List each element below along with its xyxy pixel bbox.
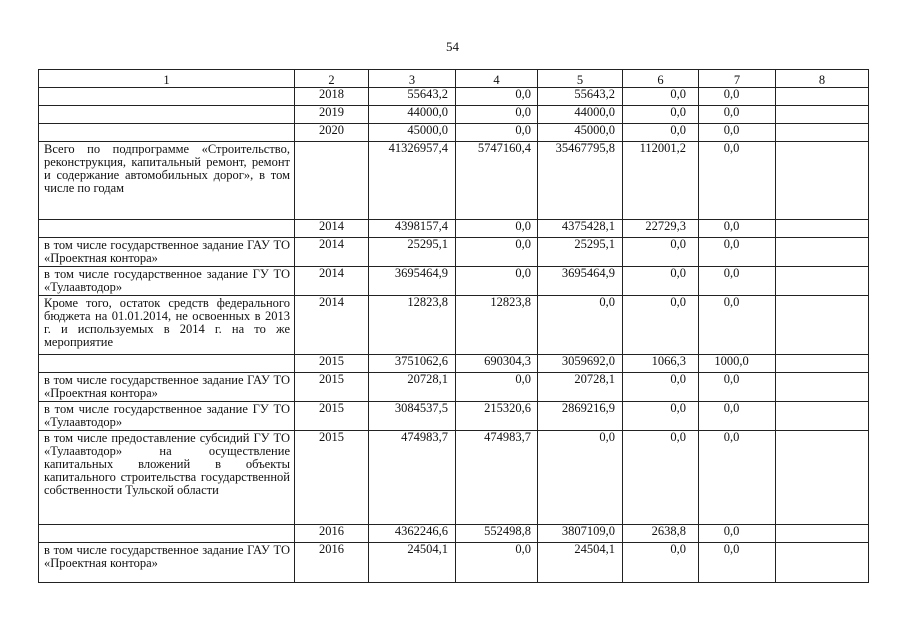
- table-cell: 2014: [295, 238, 369, 267]
- table-cell: 112001,2: [623, 142, 699, 220]
- table-cell: 45000,0: [369, 124, 456, 142]
- table-cell: 55643,2: [538, 88, 623, 106]
- row-description: [39, 525, 295, 543]
- table-cell: [776, 106, 869, 124]
- table-cell: 2015: [295, 402, 369, 431]
- row-description: в том числе государственное задание ГАУ ТО «Проектная контора»: [39, 543, 295, 583]
- table-cell: [776, 431, 869, 525]
- table-cell: 24504,1: [369, 543, 456, 583]
- table-cell: 0,0: [699, 142, 776, 220]
- table-cell: [776, 238, 869, 267]
- table-cell: 12823,8: [369, 296, 456, 355]
- table-cell: 2869216,9: [538, 402, 623, 431]
- table-cell: [776, 525, 869, 543]
- table-cell: 0,0: [699, 124, 776, 142]
- table-cell: 4398157,4: [369, 220, 456, 238]
- table-cell: [776, 543, 869, 583]
- table-cell: 2014: [295, 296, 369, 355]
- row-description: в том числе государственное задание ГАУ ТО «Проектная контора»: [39, 373, 295, 402]
- table-cell: 0,0: [623, 267, 699, 296]
- table-cell: 552498,8: [456, 525, 538, 543]
- table-row: [39, 106, 869, 124]
- row-description: [39, 355, 295, 373]
- table-cell: 0,0: [623, 296, 699, 355]
- table-cell: 2015: [295, 373, 369, 402]
- table-cell: 0,0: [623, 238, 699, 267]
- table-cell: 690304,3: [456, 355, 538, 373]
- table-cell: 3059692,0: [538, 355, 623, 373]
- row-description: в том числе предоставление субсидий ГУ ТО «Тулаавтодор» на осуществление капитальных вложений в объекты капитального строительства государственной собственности Тульской области: [39, 431, 295, 525]
- table-cell: [776, 267, 869, 296]
- table-cell: 3695464,9: [369, 267, 456, 296]
- table-row: [39, 431, 869, 525]
- row-description: в том числе государственное задание ГУ ТО «Тулаавтодор»: [39, 402, 295, 431]
- table-row: [39, 220, 869, 238]
- column-header: 5: [538, 70, 623, 88]
- table-cell: 0,0: [699, 402, 776, 431]
- row-description: Кроме того, остаток средств федерального бюджета на 01.01.2014, не освоенных в 2013 г. и используемых в 2014 г. на то же мероприятие: [39, 296, 295, 355]
- table-cell: 0,0: [456, 106, 538, 124]
- table-cell: 5747160,4: [456, 142, 538, 220]
- table-cell: 0,0: [623, 431, 699, 525]
- column-header: 6: [623, 70, 699, 88]
- table-cell: 41326957,4: [369, 142, 456, 220]
- table-cell: 45000,0: [538, 124, 623, 142]
- row-description: [39, 124, 295, 142]
- table-row: [39, 355, 869, 373]
- row-description: в том числе государственное задание ГАУ ТО «Проектная контора»: [39, 238, 295, 267]
- table-cell: 0,0: [456, 124, 538, 142]
- table-cell: 0,0: [699, 106, 776, 124]
- table-cell: 0,0: [623, 106, 699, 124]
- table-cell: 20728,1: [369, 373, 456, 402]
- table-cell: 474983,7: [369, 431, 456, 525]
- table-row: [39, 525, 869, 543]
- table-cell: 3084537,5: [369, 402, 456, 431]
- table-cell: 0,0: [699, 267, 776, 296]
- table-cell: 0,0: [623, 88, 699, 106]
- table-cell: 4375428,1: [538, 220, 623, 238]
- table-row: [39, 238, 869, 267]
- table-cell: 0,0: [699, 88, 776, 106]
- column-header: 4: [456, 70, 538, 88]
- table-cell: 2018: [295, 88, 369, 106]
- table-row: [39, 88, 869, 106]
- table-cell: 0,0: [456, 88, 538, 106]
- table-cell: 44000,0: [538, 106, 623, 124]
- table-cell: 2638,8: [623, 525, 699, 543]
- table-cell: [776, 220, 869, 238]
- table-cell: 4362246,6: [369, 525, 456, 543]
- table-row: [39, 267, 869, 296]
- table-row: [39, 373, 869, 402]
- column-header: 7: [699, 70, 776, 88]
- table-cell: 2015: [295, 431, 369, 525]
- table-cell: [295, 142, 369, 220]
- table-row: [39, 543, 869, 583]
- table-cell: 0,0: [623, 373, 699, 402]
- table-cell: 0,0: [699, 543, 776, 583]
- table-cell: 215320,6: [456, 402, 538, 431]
- column-header: 1: [39, 70, 295, 88]
- table-cell: 0,0: [456, 238, 538, 267]
- table-cell: 3807109,0: [538, 525, 623, 543]
- table-cell: 2015: [295, 355, 369, 373]
- table-cell: 12823,8: [456, 296, 538, 355]
- table-cell: 0,0: [538, 431, 623, 525]
- table-cell: [776, 373, 869, 402]
- table-cell: 44000,0: [369, 106, 456, 124]
- row-description: [39, 106, 295, 124]
- table-cell: 0,0: [699, 296, 776, 355]
- table-cell: 35467795,8: [538, 142, 623, 220]
- table-cell: 22729,3: [623, 220, 699, 238]
- table-cell: 0,0: [623, 543, 699, 583]
- budget-table: [38, 69, 869, 583]
- table-row: [39, 296, 869, 355]
- table-cell: 0,0: [623, 402, 699, 431]
- table-cell: 3695464,9: [538, 267, 623, 296]
- row-description: [39, 88, 295, 106]
- header-row: [39, 70, 869, 88]
- row-description: Всего по подпрограмме «Строительство, реконструкция, капитальный ремонт, ремонт и содержание автомобильных дорог», в том числе по годам: [39, 142, 295, 220]
- table-cell: 474983,7: [456, 431, 538, 525]
- table-cell: 0,0: [699, 373, 776, 402]
- table-cell: [776, 124, 869, 142]
- table-cell: 0,0: [699, 525, 776, 543]
- table-row: [39, 142, 869, 220]
- table-cell: 0,0: [699, 238, 776, 267]
- table-cell: 0,0: [699, 431, 776, 525]
- table-cell: 1066,3: [623, 355, 699, 373]
- table-cell: 0,0: [538, 296, 623, 355]
- row-description: в том числе государственное задание ГУ ТО «Тулаавтодор»: [39, 267, 295, 296]
- table-row: [39, 124, 869, 142]
- table-cell: 2019: [295, 106, 369, 124]
- column-header: 2: [295, 70, 369, 88]
- table-cell: 25295,1: [538, 238, 623, 267]
- table-cell: 55643,2: [369, 88, 456, 106]
- table-cell: [776, 88, 869, 106]
- table-cell: [776, 402, 869, 431]
- table-cell: 2014: [295, 267, 369, 296]
- table-cell: [776, 142, 869, 220]
- table-cell: 25295,1: [369, 238, 456, 267]
- table-cell: [776, 355, 869, 373]
- table-cell: 0,0: [456, 373, 538, 402]
- row-description: [39, 220, 295, 238]
- table-cell: 24504,1: [538, 543, 623, 583]
- table-cell: 0,0: [623, 124, 699, 142]
- table-cell: 0,0: [699, 220, 776, 238]
- table-cell: 2014: [295, 220, 369, 238]
- table-cell: 3751062,6: [369, 355, 456, 373]
- table-cell: 2016: [295, 543, 369, 583]
- column-header: 3: [369, 70, 456, 88]
- table-cell: 2016: [295, 525, 369, 543]
- table-cell: 0,0: [456, 267, 538, 296]
- table-cell: 2020: [295, 124, 369, 142]
- table-cell: 20728,1: [538, 373, 623, 402]
- table-cell: 0,0: [456, 543, 538, 583]
- page-number: 54: [446, 39, 459, 54]
- table-cell: 0,0: [456, 220, 538, 238]
- table-row: [39, 402, 869, 431]
- column-header: 8: [776, 70, 869, 88]
- table-cell: [776, 296, 869, 355]
- table-cell: 1000,0: [699, 355, 776, 373]
